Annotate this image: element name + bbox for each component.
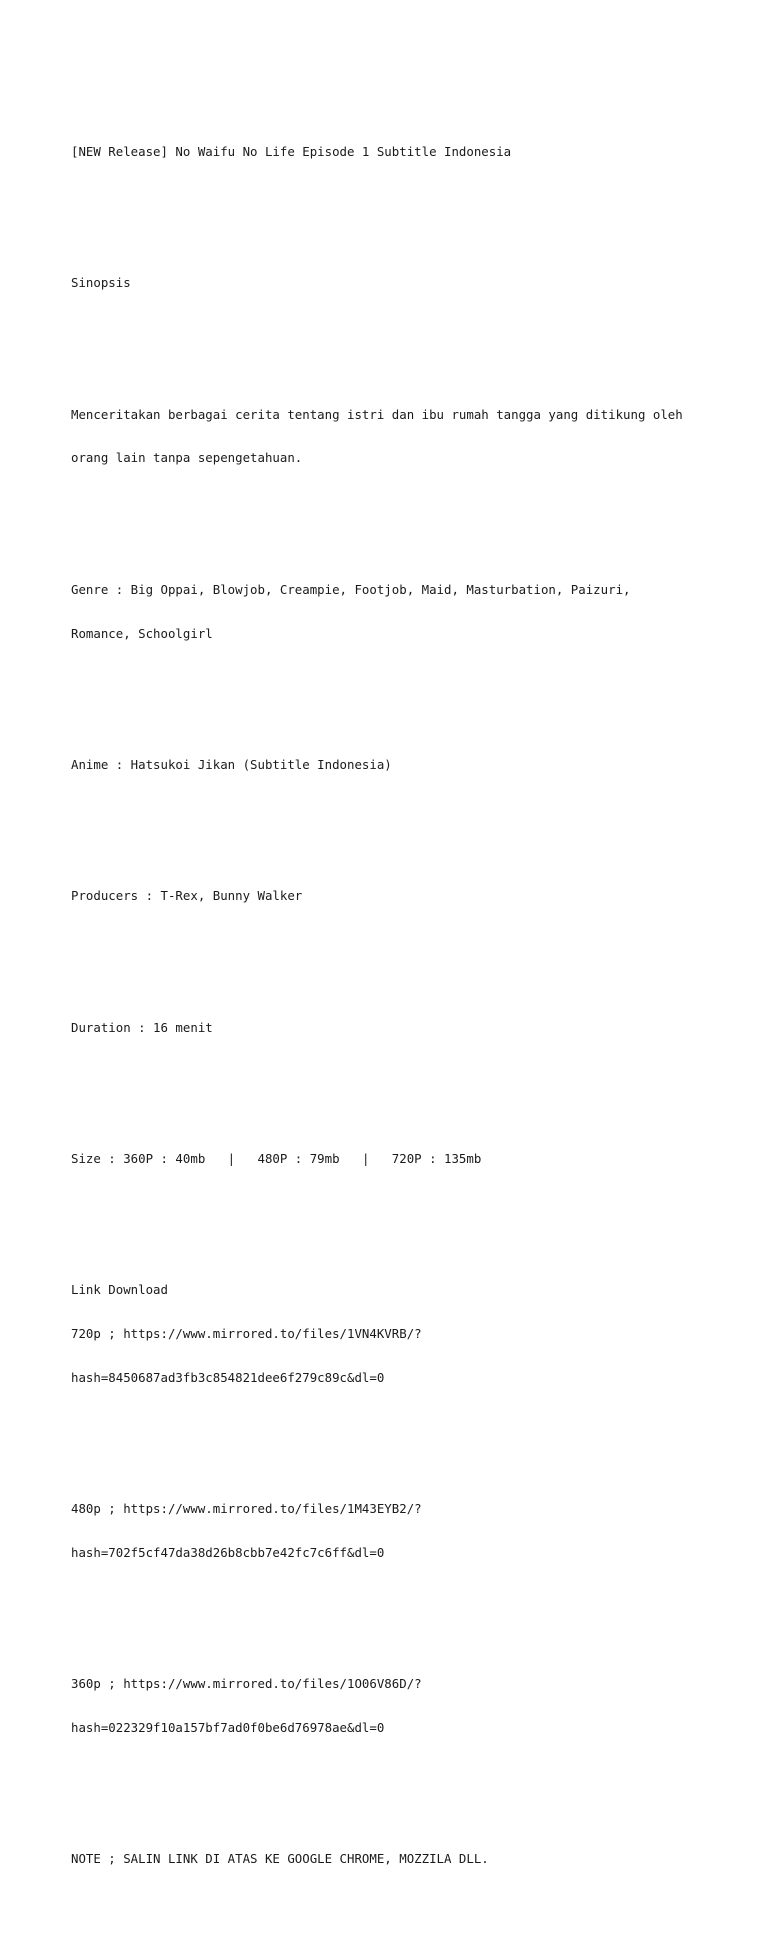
download-link-720p-hash[interactable]: hash=8450687ad3fb3c854821dee6f279c89c&dl=0 xyxy=(71,1369,385,1385)
genre-line: Genre : Big Oppai, Blowjob, Creampie, Footjob, Maid, Masturbation, Paizuri, xyxy=(71,581,631,597)
size-separator: | xyxy=(339,1150,392,1166)
download-link-480p-hash[interactable]: hash=702f5cf47da38d26b8cbb7e42fc7c6ff&dl=0 xyxy=(71,1544,385,1560)
sinopsis-line: orang lain tanpa sepengetahuan. xyxy=(71,450,303,466)
download-link-480p[interactable]: 480p ; https://www.mirrored.to/files/1M43EYB2/? xyxy=(71,1501,422,1517)
anime-info xyxy=(71,729,701,802)
download-link-360p[interactable]: 360p ; https://www.mirrored.to/files/1O06V86D/? xyxy=(71,1676,422,1692)
sinopsis-line: Menceritakan berbagai cerita tentang istri dan ibu rumah tangga yang ditikung oleh xyxy=(71,406,683,422)
note-text: NOTE ; SALIN LINK DI ATAS KE GOOGLE CHROME, MOZZILA DLL. xyxy=(71,1851,489,1867)
sinopsis-paragraph xyxy=(71,378,701,495)
document-body xyxy=(71,72,701,1940)
size-720p: 720P : 135mb xyxy=(391,1150,482,1166)
post-title-text: [NEW Release] No Waifu No Life Episode 1 Subtitle Indonesia xyxy=(71,143,512,159)
sinopsis-heading-text: Sinopsis xyxy=(71,275,131,291)
download-block-720p xyxy=(71,1254,701,1415)
genre-paragraph xyxy=(71,554,701,671)
sinopsis-heading xyxy=(71,247,701,320)
download-block-480p xyxy=(71,1473,701,1590)
download-block-360p xyxy=(71,1648,701,1765)
producers-info-text: Producers : T-Rex, Bunny Walker xyxy=(71,888,303,904)
size-360p: Size : 360P : 40mb xyxy=(71,1150,206,1166)
producers-info xyxy=(71,860,701,933)
duration-info xyxy=(71,991,701,1064)
note xyxy=(71,1823,701,1896)
duration-info-text: Duration : 16 menit xyxy=(71,1019,213,1035)
size-480p: 480P : 79mb xyxy=(257,1150,340,1166)
anime-info-text: Anime : Hatsukoi Jikan (Subtitle Indonesia) xyxy=(71,756,392,772)
download-link-720p[interactable]: 720p ; https://www.mirrored.to/files/1VN4KVRB/? xyxy=(71,1326,422,1342)
size-info-line xyxy=(71,1152,701,1167)
size-info xyxy=(71,1123,701,1196)
post-title xyxy=(71,116,701,189)
download-heading: Link Download xyxy=(71,1282,168,1298)
size-separator: | xyxy=(205,1150,258,1166)
download-link-360p-hash[interactable]: hash=022329f10a157bf7ad0f0be6d76978ae&dl=0 xyxy=(71,1720,385,1736)
genre-line: Romance, Schoolgirl xyxy=(71,625,213,641)
